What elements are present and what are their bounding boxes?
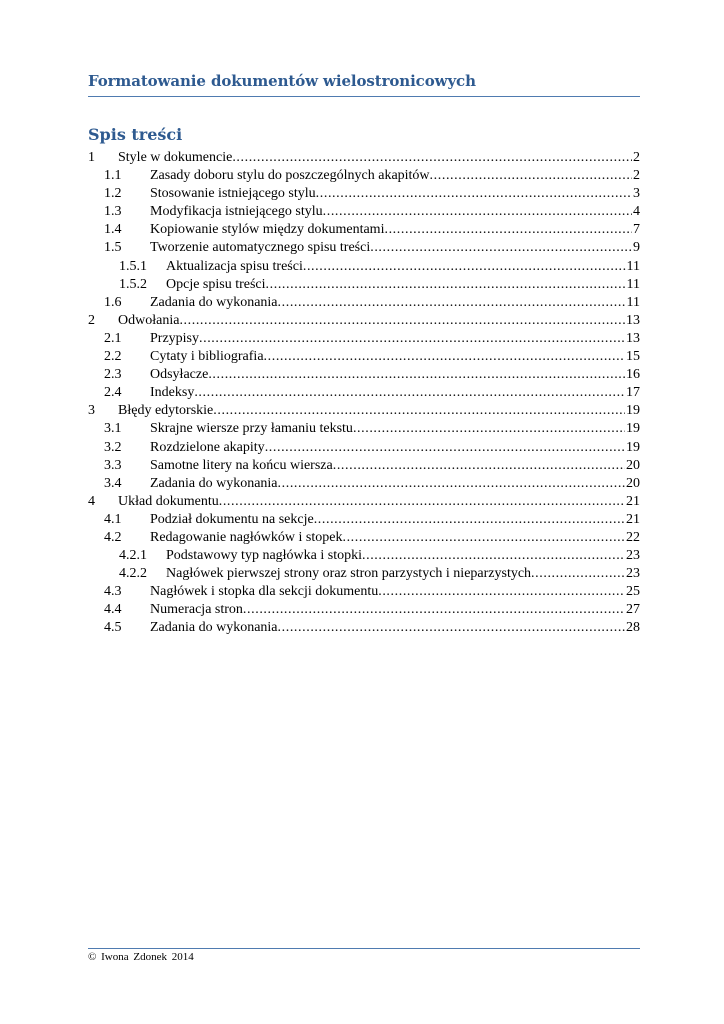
toc-entry-title: Rozdzielone akapity: [150, 439, 265, 455]
toc-entry-number: 3.2: [104, 439, 122, 455]
footer-divider: [88, 948, 640, 949]
toc-entry-title: Opcje spisu treści: [166, 276, 266, 292]
toc-entry-page-number: 17: [626, 385, 640, 401]
toc-entry-page-number: 19: [626, 403, 640, 419]
toc-dot-leader: [219, 493, 625, 511]
toc-entry-title: Indeksy: [150, 385, 195, 401]
toc-dot-leader: [208, 366, 625, 384]
toc-entry-title: Zadania do wykonania: [150, 294, 278, 310]
toc-entry-number: 1.5.2: [119, 276, 147, 292]
toc-entry[interactable]: [88, 475, 640, 493]
toc-entry-page-number: 22: [626, 529, 640, 545]
toc-entry-page-number: 25: [626, 584, 640, 600]
toc-dot-leader: [213, 402, 625, 420]
toc-dot-leader: [362, 547, 625, 565]
toc-dot-leader: [430, 167, 632, 185]
toc-entry[interactable]: [88, 420, 640, 438]
toc-dot-leader: [323, 203, 632, 221]
toc-entry-title: Zadania do wykonania: [150, 475, 278, 491]
toc-entry-number: 1.4: [104, 222, 122, 238]
toc-entry-title: Kopiowanie stylów między dokumentami: [150, 222, 385, 238]
toc-entry-page-number: 16: [626, 367, 640, 383]
toc-entry[interactable]: [88, 457, 640, 475]
toc-dot-leader: [531, 565, 625, 583]
toc-dot-leader: [265, 439, 625, 457]
toc-entry-page-number: 27: [626, 602, 640, 618]
toc-entry-title: Odwołania: [118, 312, 180, 328]
toc-entry-title: Cytaty i bibliografia: [150, 349, 264, 365]
toc-entry-title: Układ dokumentu: [118, 493, 219, 509]
toc-entry-page-number: 13: [626, 312, 640, 328]
toc-entry-number: 4.1: [104, 511, 122, 527]
toc-dot-leader: [199, 330, 625, 348]
toc-entry-number: 1.2: [104, 186, 122, 202]
toc-dot-leader: [179, 312, 625, 330]
toc-entry[interactable]: [88, 619, 640, 637]
toc-entry-number: 1.5: [104, 240, 122, 256]
toc-dot-leader: [264, 348, 625, 366]
toc-entry-number: 1.5.1: [119, 258, 147, 274]
toc-entry-title: Zadania do wykonania: [150, 620, 278, 636]
toc-heading: Spis treści: [88, 125, 183, 144]
toc-entry-number: 2.1: [104, 330, 122, 346]
toc-entry-title: Numeracja stron: [150, 602, 243, 618]
toc-entry-page-number: 2: [633, 150, 640, 165]
toc-entry-page-number: 19: [626, 439, 640, 455]
toc-entry[interactable]: [88, 276, 640, 294]
toc-entry-number: 1: [88, 150, 95, 165]
toc-entry-title: Aktualizacja spisu treści: [166, 258, 303, 274]
toc-entry[interactable]: [88, 330, 640, 348]
toc-entry-page-number: 23: [626, 566, 640, 582]
toc-entry[interactable]: [88, 547, 640, 565]
toc-entry[interactable]: [88, 529, 640, 547]
toc-entry[interactable]: [88, 185, 640, 203]
toc-entry[interactable]: [88, 149, 640, 167]
toc-entry-number: 1.3: [104, 204, 122, 220]
toc-entry-page-number: 13: [626, 330, 640, 346]
toc-dot-leader: [316, 185, 632, 203]
toc-entry-title: Samotne litery na końcu wiersza: [150, 457, 333, 473]
toc-dot-leader: [243, 601, 625, 619]
toc-entry[interactable]: [88, 402, 640, 420]
toc-dot-leader: [194, 384, 625, 402]
toc-entry-title: Odsyłacze: [150, 367, 209, 383]
toc-entry[interactable]: [88, 203, 640, 221]
toc-dot-leader: [278, 475, 625, 493]
toc-entry-title: Tworzenie automatycznego spisu treści: [150, 240, 371, 256]
toc-entry-number: 4.2: [104, 529, 122, 545]
toc-entry-page-number: 2: [633, 168, 640, 184]
toc-dot-leader: [278, 619, 625, 637]
toc-entry[interactable]: [88, 493, 640, 511]
toc-entry-page-number: 19: [626, 421, 640, 437]
toc-entry[interactable]: [88, 167, 640, 185]
toc-dot-leader: [266, 276, 626, 294]
toc-entry-title: Podział dokumentu na sekcje: [150, 511, 314, 527]
toc-entry-page-number: 4: [633, 204, 640, 220]
toc-entry-title: Przypisy: [150, 330, 199, 346]
toc-entry-number: 3.4: [104, 475, 122, 491]
toc-entry-number: 4.3: [104, 584, 122, 600]
toc-entry-number: 1.6: [104, 294, 122, 310]
toc-entry-page-number: 28: [626, 620, 640, 636]
toc-entry-title: Modyfikacja istniejącego stylu: [150, 204, 323, 220]
toc-entry-number: 2.2: [104, 349, 122, 365]
table-of-contents: [88, 149, 640, 638]
toc-entry-number: 2.3: [104, 367, 122, 383]
toc-dot-leader: [384, 221, 632, 239]
toc-entry-page-number: 11: [626, 276, 640, 292]
toc-entry-page-number: 23: [626, 548, 640, 564]
toc-entry[interactable]: [88, 439, 640, 457]
toc-entry-title: Nagłówek pierwszej strony oraz stron parzystych i nieparzystych: [166, 566, 532, 582]
toc-entry[interactable]: [88, 366, 640, 384]
toc-entry-page-number: 7: [633, 222, 640, 238]
toc-entry-title: Podstawowy typ nagłówka i stopki: [166, 548, 362, 564]
toc-entry[interactable]: [88, 294, 640, 312]
toc-entry[interactable]: [88, 221, 640, 239]
toc-dot-leader: [278, 294, 626, 312]
toc-entry[interactable]: [88, 583, 640, 601]
toc-entry-title: Skrajne wiersze przy łamaniu tekstu: [150, 421, 353, 437]
toc-entry-number: 1.1: [104, 168, 122, 184]
toc-entry-title: Stosowanie istniejącego stylu: [150, 186, 316, 202]
toc-entry-title: Zasady doboru stylu do poszczególnych akapitów: [150, 168, 430, 184]
toc-entry-number: 2: [88, 312, 95, 328]
footer-copyright: © Iwona Zdonek 2014: [88, 951, 194, 963]
document-header-title: Formatowanie dokumentów wielostronicowych: [88, 72, 476, 90]
toc-entry-page-number: 11: [626, 294, 640, 310]
toc-entry-number: 3: [88, 403, 95, 419]
toc-entry-page-number: 15: [626, 349, 640, 365]
toc-entry[interactable]: [88, 348, 640, 366]
header-divider: [88, 96, 640, 97]
toc-entry-title: Style w dokumencie: [118, 150, 233, 165]
toc-entry-page-number: 20: [626, 475, 640, 491]
toc-dot-leader: [342, 529, 625, 547]
toc-entry-number: 4.5: [104, 620, 122, 636]
toc-dot-leader: [370, 239, 632, 257]
toc-entry-number: 4.2.2: [119, 566, 147, 582]
toc-dot-leader: [314, 511, 625, 529]
toc-entry-title: Błędy edytorskie: [118, 403, 214, 419]
toc-entry-number: 3.1: [104, 421, 122, 437]
toc-dot-leader: [232, 149, 632, 167]
toc-entry[interactable]: [88, 312, 640, 330]
toc-entry-page-number: 21: [626, 511, 640, 527]
toc-entry[interactable]: [88, 239, 640, 257]
toc-dot-leader: [353, 420, 625, 438]
toc-entry-number: 4.2.1: [119, 548, 147, 564]
toc-dot-leader: [303, 258, 626, 276]
toc-entry[interactable]: [88, 601, 640, 619]
toc-dot-leader: [378, 583, 625, 601]
toc-entry-number: 2.4: [104, 385, 122, 401]
toc-entry-page-number: 21: [626, 493, 640, 509]
toc-entry[interactable]: [88, 511, 640, 529]
toc-entry[interactable]: [88, 258, 640, 276]
toc-entry[interactable]: [88, 565, 640, 583]
toc-dot-leader: [333, 457, 625, 475]
toc-entry-number: 3.3: [104, 457, 122, 473]
toc-entry[interactable]: [88, 384, 640, 402]
toc-entry-number: 4: [88, 493, 95, 509]
toc-entry-page-number: 20: [626, 457, 640, 473]
toc-entry-number: 4.4: [104, 602, 122, 618]
toc-entry-page-number: 3: [633, 186, 640, 202]
toc-entry-title: Nagłówek i stopka dla sekcji dokumentu: [150, 584, 379, 600]
toc-entry-page-number: 11: [626, 258, 640, 274]
toc-entry-page-number: 9: [633, 240, 640, 256]
toc-entry-title: Redagowanie nagłówków i stopek: [150, 529, 343, 545]
